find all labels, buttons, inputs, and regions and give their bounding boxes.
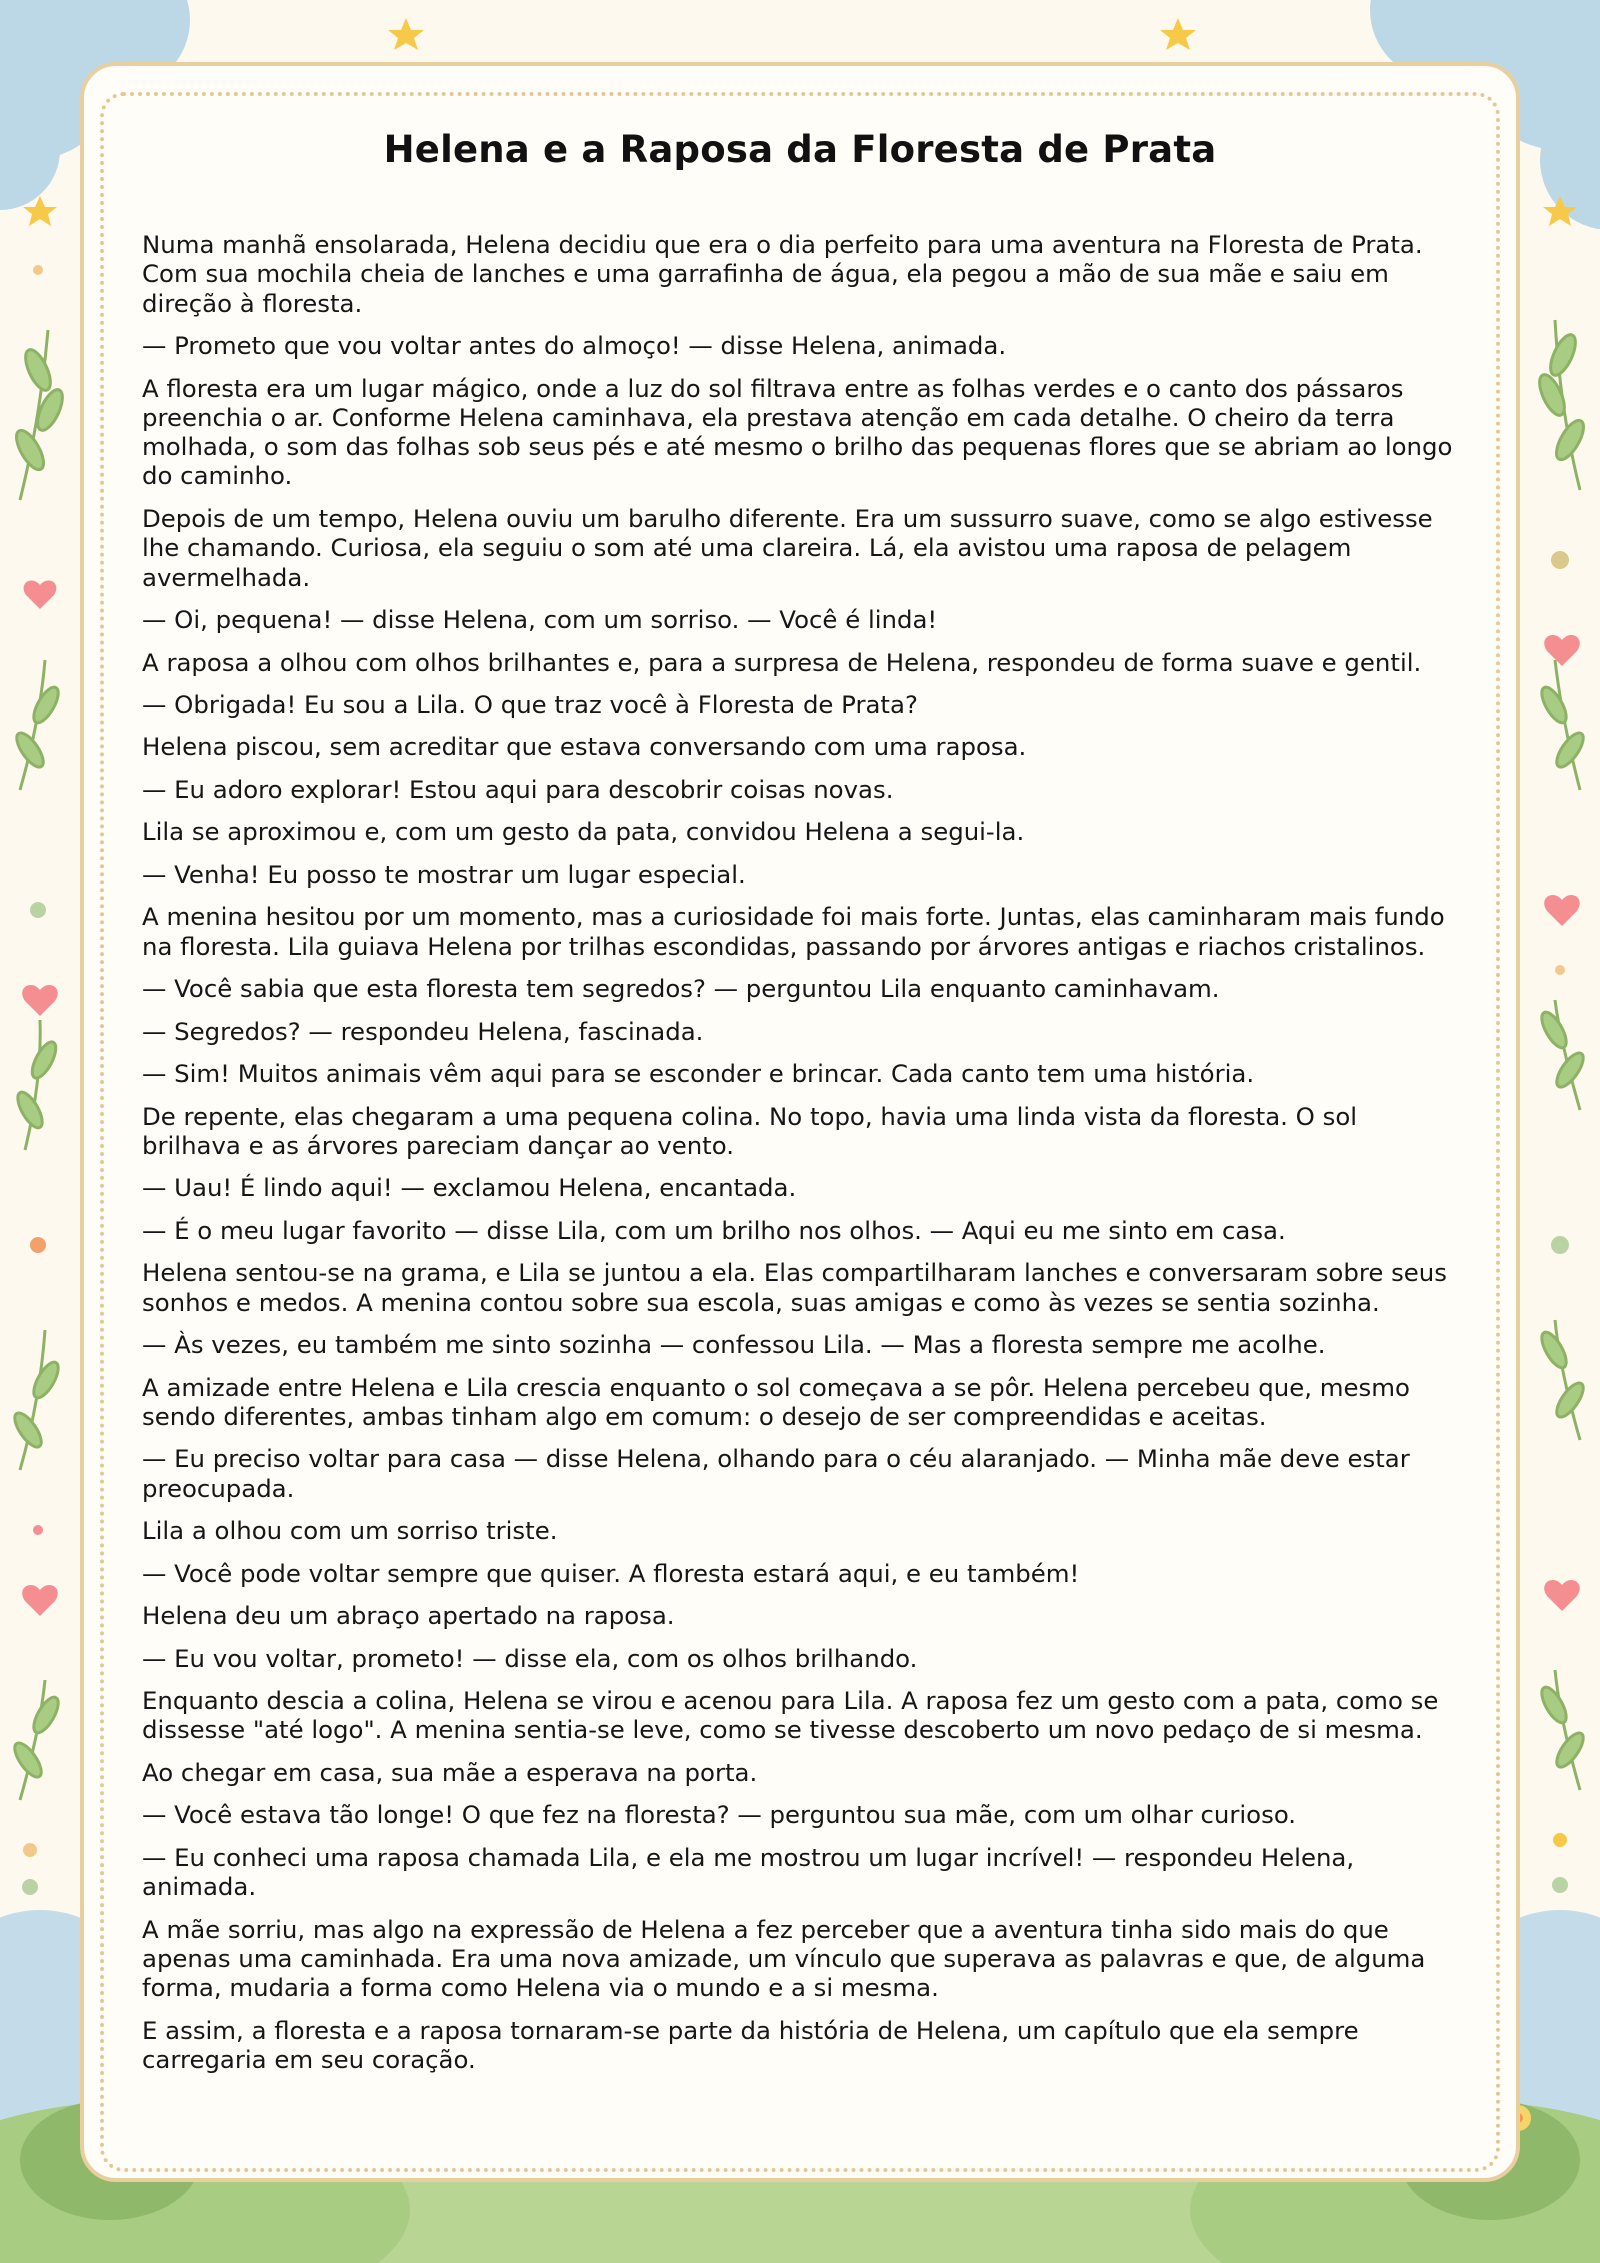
leaf-sprig-icon [10, 330, 67, 1800]
story-paragraph: Helena piscou, sem acreditar que estava conversando com uma raposa. [142, 732, 1027, 762]
story-paragraph: A menina hesitou por um momento, mas a curiosidade foi mais forte. Juntas, elas caminharam mais fundo na floresta. Lila guiava Helena por trilhas escondidas, passando por árvores antigas e riachos cristalinos. [142, 902, 1445, 961]
story-paragraph: — Eu vou voltar, prometo! — disse ela, com os olhos brilhando. [142, 1643, 918, 1673]
story-paragraph: — Oi, pequena! — disse Helena, com um sorriso. — Você é linda! [142, 605, 938, 635]
story-paragraph: Enquanto descia a colina, Helena se virou e acenou para Lila. A raposa fez um gesto com a pata, como se dissesse "até logo". A menina sentia-se leve, como se tivesse descoberto um novo pedaço de si mesma. [142, 1686, 1439, 1745]
story-paragraph: — Segredos? — respondeu Helena, fascinada. [142, 1016, 704, 1046]
story-paragraph: Lila se aproximou e, com um gesto da pata, convidou Helena a segui-la. [142, 817, 1025, 847]
story-paragraph: — Venha! Eu posso te mostrar um lugar especial. [142, 859, 746, 889]
story-paragraph: Ao chegar em casa, sua mãe a esperava na porta. [142, 1757, 758, 1787]
story-paragraph: Helena deu um abraço apertado na raposa. [142, 1601, 675, 1631]
story-paragraph: — Obrigada! Eu sou a Lila. O que traz você à Floresta de Prata? [142, 689, 918, 719]
story-paragraph: — Você sabia que esta floresta tem segredos? — perguntou Lila enquanto caminhavam. [142, 974, 1220, 1004]
story-paragraph: A mãe sorriu, mas algo na expressão de Helena a fez perceber que a aventura tinha sido mais do que apenas uma caminhada. Era uma nova amizade, um vínculo que superava as palavras e que, de alguma forma, mudaria a forma como Helena via o mundo e a si mesma. [142, 1914, 1426, 2003]
story-paragraph: Lila a olhou com um sorriso triste. [142, 1516, 558, 1546]
story-paragraph: — Você pode voltar sempre que quiser. A floresta estará aqui, e eu também! [142, 1558, 1080, 1588]
story-paragraph: A raposa a olhou com olhos brilhantes e, para a surpresa de Helena, respondeu de forma suave e gentil. [142, 647, 1422, 677]
story-body [142, 230, 1462, 2088]
story-paragraph: E assim, a floresta e a raposa tornaram-se parte da história de Helena, um capítulo que ela sempre carregaria em seu coração. [142, 2015, 1359, 2075]
story-title: Helena e a Raposa da Floresta de Prata [383, 128, 1217, 171]
story-paragraph: Depois de um tempo, Helena ouviu um barulho diferente. Era um sussurro suave, como se algo estivesse lhe chamando. Curiosa, ela seguiu o som até uma clareira. Lá, ela avistou uma raposa de pelagem avermelhada. [142, 503, 1433, 592]
story-paragraph: — Prometo que vou voltar antes do almoço! — disse Helena, animada. [142, 331, 1007, 361]
story-paragraph: — Uau! É lindo aqui! — exclamou Helena, encantada. [142, 1173, 797, 1203]
story-paragraph: A amizade entre Helena e Lila crescia enquanto o sol começava a se pôr. Helena percebeu que, mesmo sendo diferentes, ambas tinham algo em comum: o desejo de ser compreendidas e aceitas. [142, 1372, 1410, 1431]
story-paragraph: De repente, elas chegaram a uma pequena colina. No topo, havia uma linda vista da floresta. O sol brilhava e as árvores pareciam dançar ao vento. [142, 1101, 1358, 1160]
story-paragraph: Numa manhã ensolarada, Helena decidiu que era o dia perfeito para uma aventura na Floresta de Prata. Com sua mochila cheia de lanches e uma garrafinha de água, ela pegou a mão de sua mãe e saiu em direção à floresta. [142, 230, 1423, 318]
story-paragraph: Helena sentou-se na grama, e Lila se juntou a ela. Elas compartilharam lanches e conversaram sobre seus sonhos e medos. A menina contou sobre sua escola, suas amigas e como às vezes se sentia sozinha. [142, 1258, 1447, 1317]
story-paragraph: — É o meu lugar favorito — disse Lila, com um brilho nos olhos. — Aqui eu me sinto em casa. [142, 1215, 1286, 1245]
story-paragraph: — Eu conheci uma raposa chamada Lila, e ela me mostrou um lugar incrível! — respondeu Helena, animada. [142, 1842, 1355, 1902]
story-paragraph: — Às vezes, eu também me sinto sozinha — confessou Lila. — Mas a floresta sempre me acolhe. [142, 1330, 1326, 1360]
story-paragraph: — Eu preciso voltar para casa — disse Helena, olhando para o céu alaranjado. — Minha mãe deve estar preocupada. [142, 1444, 1410, 1503]
leaf-sprig-icon [1535, 320, 1589, 1790]
story-paragraph: — Sim! Muitos animais vêm aqui para se esconder e brincar. Cada canto tem uma história. [142, 1059, 1255, 1089]
story-paragraph: A floresta era um lugar mágico, onde a luz do sol filtrava entre as folhas verdes e o canto dos pássaros preenchia o ar. Conforme Helena caminhava, ela prestava atenção em cada detalhe. O cheiro da terra molhada, o som das folhas sob seus pés e até mesmo o brilho das pequenas flores que se abriam ao longo do caminho. [142, 373, 1453, 491]
story-paragraph: — Você estava tão longe! O que fez na floresta? — perguntou sua mãe, com um olhar curioso. [142, 1800, 1297, 1830]
story-paragraph: — Eu adoro explorar! Estou aqui para descobrir coisas novas. [142, 774, 894, 804]
